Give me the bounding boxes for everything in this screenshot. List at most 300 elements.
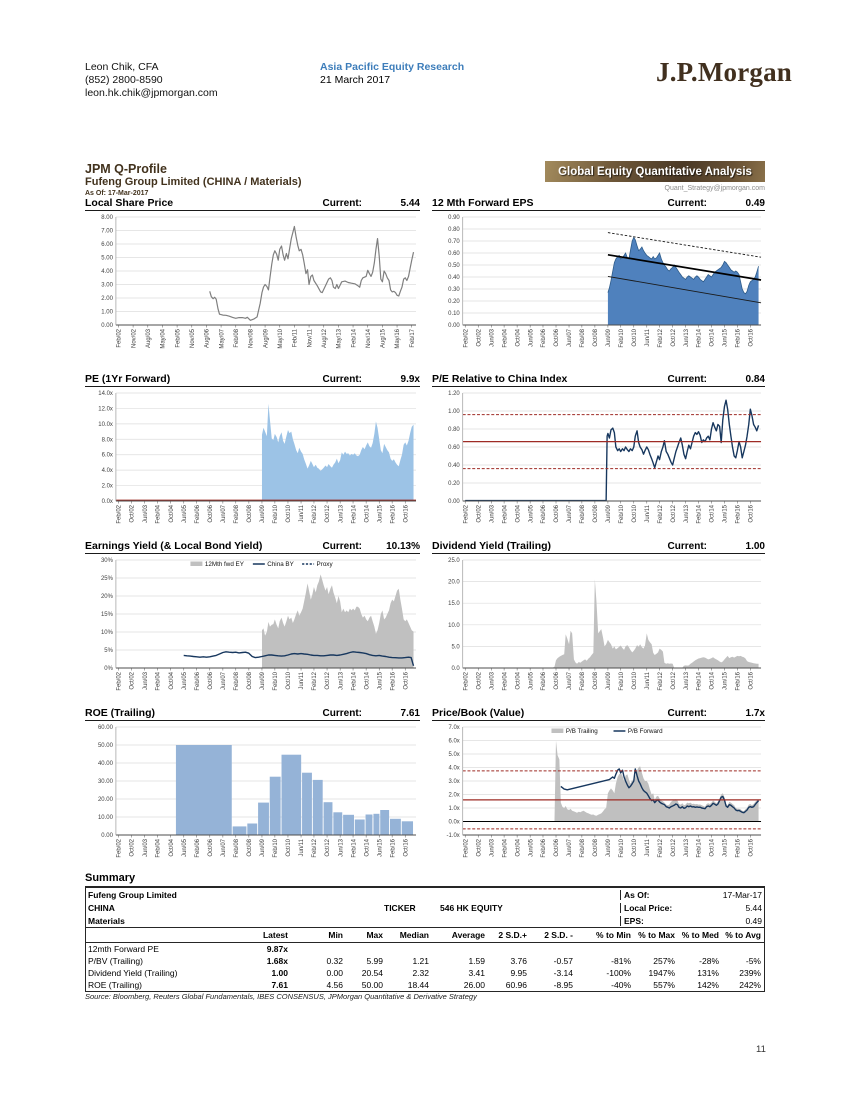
- svg-text:Jun/11: Jun/11: [644, 839, 651, 857]
- svg-text:Aug/09: Aug/09: [263, 329, 270, 348]
- svg-text:Feb/12: Feb/12: [312, 672, 319, 691]
- svg-text:Jun/05: Jun/05: [181, 672, 188, 690]
- current-label: Current:: [667, 708, 707, 719]
- svg-text:Feb/04: Feb/04: [155, 672, 162, 691]
- stats-value: -3.14: [553, 968, 573, 978]
- svg-text:Jun/03: Jun/03: [142, 839, 149, 857]
- svg-text:8.00: 8.00: [101, 214, 113, 222]
- svg-text:Feb/06: Feb/06: [541, 672, 548, 691]
- stats-column-header: 2 S.D. -: [544, 930, 573, 940]
- svg-text:Feb/16: Feb/16: [735, 672, 742, 691]
- svg-text:5.0x: 5.0x: [448, 751, 460, 759]
- svg-text:May/07: May/07: [219, 329, 226, 349]
- svg-text:Jun/13: Jun/13: [338, 505, 345, 523]
- summary-info-row: [86, 901, 764, 914]
- svg-text:12.0x: 12.0x: [98, 406, 113, 413]
- svg-text:Nov/05: Nov/05: [189, 329, 196, 348]
- svg-text:5.0: 5.0: [451, 644, 460, 651]
- stats-column-header: % to Med: [681, 930, 719, 940]
- svg-text:Nov/14: Nov/14: [365, 329, 372, 348]
- svg-text:Jun/09: Jun/09: [606, 505, 613, 524]
- stats-value: 0.00: [326, 968, 343, 978]
- svg-text:0.0: 0.0: [451, 665, 460, 673]
- stats-column-header: % to Max: [638, 930, 675, 940]
- svg-text:Feb/10: Feb/10: [618, 329, 625, 348]
- summary-eps-value: 0.49: [745, 915, 762, 926]
- svg-text:Oct/16: Oct/16: [748, 329, 755, 347]
- svg-text:Oct/06: Oct/06: [207, 672, 214, 690]
- svg-text:Feb/16: Feb/16: [390, 505, 397, 524]
- svg-text:Jun/05: Jun/05: [181, 839, 188, 857]
- chart-title: Dividend Yield (Trailing): [432, 540, 552, 552]
- svg-text:Oct/06: Oct/06: [207, 839, 214, 857]
- stats-value: 257%: [653, 956, 675, 966]
- svg-text:Jun/03: Jun/03: [142, 672, 149, 690]
- chart-canvas: [85, 721, 420, 873]
- svg-text:Feb/06: Feb/06: [194, 839, 201, 858]
- earnings-yield-plot: [85, 554, 420, 706]
- svg-text:Feb/16: Feb/16: [390, 672, 397, 691]
- svg-text:Oct/08: Oct/08: [593, 505, 600, 523]
- svg-text:Oct/02: Oct/02: [476, 505, 483, 523]
- svg-text:Feb/04: Feb/04: [155, 839, 162, 858]
- svg-text:Feb/10: Feb/10: [273, 672, 280, 691]
- svg-text:1.00: 1.00: [448, 408, 460, 416]
- analyst-phone: (852) 2800-8590: [85, 74, 163, 86]
- svg-text:Nov/08: Nov/08: [248, 329, 255, 348]
- svg-text:Jun/09: Jun/09: [260, 505, 267, 523]
- svg-text:20.0: 20.0: [448, 579, 460, 586]
- stats-value: -100%: [606, 968, 631, 978]
- stats-value: 9.87x: [266, 944, 288, 954]
- svg-text:Jun/03: Jun/03: [489, 505, 496, 524]
- svg-text:0.20: 0.20: [448, 298, 460, 306]
- svg-text:0.60: 0.60: [448, 250, 460, 258]
- svg-text:10%: 10%: [100, 629, 113, 637]
- quant-banner: Global Equity Quantitative Analysis: [545, 161, 765, 182]
- chart-title: Earnings Yield (& Local Bond Yield): [85, 540, 263, 552]
- svg-text:Feb/02: Feb/02: [116, 505, 123, 524]
- svg-text:Jun/15: Jun/15: [377, 505, 384, 523]
- stats-value: -5%: [745, 956, 761, 966]
- svg-text:Feb/08: Feb/08: [580, 505, 587, 524]
- research-division: Asia Pacific Equity Research: [320, 61, 465, 73]
- svg-text:0.40: 0.40: [448, 462, 460, 470]
- price-book-plot: [432, 721, 765, 873]
- svg-text:Oct/02: Oct/02: [129, 505, 136, 523]
- chart-title: P/E Relative to China Index: [432, 373, 568, 385]
- stats-column-header: Min: [328, 930, 343, 940]
- svg-text:Jun/05: Jun/05: [528, 329, 535, 348]
- svg-text:0.80: 0.80: [448, 226, 460, 234]
- stats-value: -0.57: [553, 956, 573, 966]
- current-label: Current:: [322, 198, 362, 209]
- svg-text:2.00: 2.00: [101, 295, 113, 303]
- svg-text:5%: 5%: [104, 647, 113, 655]
- stats-value: 1.00: [271, 968, 288, 978]
- svg-text:0.00: 0.00: [101, 832, 113, 840]
- svg-text:Feb/06: Feb/06: [541, 505, 548, 524]
- svg-text:Feb/12: Feb/12: [312, 505, 319, 524]
- svg-text:40.00: 40.00: [97, 760, 113, 768]
- svg-text:Jun/07: Jun/07: [567, 672, 574, 691]
- stats-value: 5.99: [366, 956, 383, 966]
- svg-text:Feb/06: Feb/06: [541, 839, 548, 858]
- svg-text:Jun/15: Jun/15: [722, 672, 729, 691]
- dividend-yield-plot: [432, 554, 765, 706]
- chart-title: Price/Book (Value): [432, 707, 525, 719]
- stats-column-header: Max: [366, 930, 383, 940]
- svg-text:Feb/10: Feb/10: [618, 839, 625, 858]
- svg-text:6.0x: 6.0x: [448, 738, 460, 745]
- stats-value: 1947%: [648, 968, 675, 978]
- svg-text:Jun/15: Jun/15: [722, 505, 729, 524]
- svg-text:Oct/10: Oct/10: [631, 505, 638, 523]
- svg-text:Oct/04: Oct/04: [515, 329, 522, 347]
- svg-text:Oct/10: Oct/10: [286, 672, 293, 690]
- svg-text:Oct/06: Oct/06: [207, 505, 214, 523]
- chart-dividend-yield: [432, 540, 765, 706]
- svg-text:Oct/16: Oct/16: [748, 672, 755, 690]
- svg-text:Feb/17: Feb/17: [409, 329, 416, 348]
- svg-text:15%: 15%: [100, 611, 113, 619]
- stats-value: -8.95: [553, 980, 573, 990]
- jpmorgan-logo: J.P.Morgan: [656, 57, 792, 87]
- stats-column-header: % to Min: [596, 930, 631, 940]
- current-value: 10.13%: [386, 541, 420, 552]
- stats-value: 20.54: [361, 968, 383, 978]
- svg-text:12Mth fwd EY: 12Mth fwd EY: [204, 561, 244, 569]
- svg-text:Feb/04: Feb/04: [502, 672, 509, 691]
- svg-text:Feb/02: Feb/02: [116, 839, 123, 858]
- current-value: 9.9x: [400, 374, 420, 385]
- svg-text:Feb/10: Feb/10: [618, 505, 625, 524]
- stats-value: 4.56: [326, 980, 343, 990]
- svg-text:Feb/16: Feb/16: [735, 329, 742, 348]
- chart-title: ROE (Trailing): [85, 707, 156, 719]
- svg-text:4.0x: 4.0x: [101, 468, 113, 475]
- summary-ticker-label: TICKER: [384, 902, 416, 913]
- svg-text:Feb/02: Feb/02: [463, 839, 470, 858]
- svg-text:Aug/15: Aug/15: [380, 329, 387, 348]
- svg-text:Oct/08: Oct/08: [593, 672, 600, 690]
- svg-text:Oct/14: Oct/14: [709, 329, 716, 347]
- current-label: Current:: [667, 198, 707, 209]
- chart-title: PE (1Yr Forward): [85, 373, 171, 385]
- stats-value: 7.61: [271, 980, 288, 990]
- svg-text:Oct/06: Oct/06: [554, 839, 561, 857]
- chart-canvas: [85, 211, 420, 363]
- analyst-block: [85, 61, 218, 100]
- svg-text:Oct/12: Oct/12: [670, 672, 677, 690]
- svg-text:Oct/16: Oct/16: [748, 839, 755, 857]
- chart-pe-forward: [85, 373, 420, 539]
- svg-text:6.00: 6.00: [101, 241, 113, 249]
- stats-value: 9.95: [510, 968, 527, 978]
- stats-value: 3.41: [468, 968, 485, 978]
- chart-roe-trailing: [85, 707, 420, 873]
- svg-text:Oct/10: Oct/10: [631, 329, 638, 347]
- svg-text:Oct/16: Oct/16: [403, 839, 410, 857]
- svg-text:8.0x: 8.0x: [101, 437, 113, 444]
- current-value: 5.44: [400, 198, 420, 209]
- svg-text:P/B Forward: P/B Forward: [627, 728, 663, 736]
- svg-text:Jun/11: Jun/11: [299, 672, 306, 690]
- stats-row-label: Dividend Yield (Trailing): [88, 968, 178, 978]
- chart-pe-relative: [432, 373, 765, 539]
- svg-text:May/10: May/10: [277, 329, 284, 349]
- svg-text:1.20: 1.20: [448, 390, 460, 398]
- stats-value: 18.44: [407, 980, 429, 990]
- svg-text:0.90: 0.90: [448, 214, 460, 222]
- svg-text:Aug/03: Aug/03: [145, 329, 152, 348]
- summary-table: [85, 886, 765, 992]
- svg-text:Feb/14: Feb/14: [351, 839, 358, 858]
- svg-text:Oct/16: Oct/16: [403, 672, 410, 690]
- svg-text:25%: 25%: [100, 575, 113, 583]
- research-division-block: [320, 61, 464, 87]
- svg-text:Jun/07: Jun/07: [221, 505, 228, 523]
- svg-text:30.00: 30.00: [97, 778, 113, 786]
- chart-earnings-yield: [85, 540, 420, 706]
- svg-text:Oct/08: Oct/08: [247, 672, 254, 690]
- svg-text:Feb/12: Feb/12: [657, 505, 664, 524]
- svg-text:Feb/12: Feb/12: [657, 839, 664, 858]
- svg-text:May/04: May/04: [160, 329, 167, 349]
- svg-text:Feb/16: Feb/16: [735, 839, 742, 858]
- svg-text:Feb/14: Feb/14: [696, 839, 703, 858]
- svg-text:0.50: 0.50: [448, 262, 460, 270]
- svg-text:Feb/08: Feb/08: [233, 505, 240, 524]
- svg-text:Feb/14: Feb/14: [351, 672, 358, 691]
- stats-value: 60.96: [505, 980, 527, 990]
- current-label: Current:: [322, 708, 362, 719]
- svg-text:0.60: 0.60: [448, 444, 460, 452]
- svg-text:Nov/11: Nov/11: [307, 329, 314, 348]
- svg-text:China BY: China BY: [267, 561, 294, 569]
- svg-text:Oct/04: Oct/04: [515, 505, 522, 523]
- svg-text:Oct/02: Oct/02: [129, 839, 136, 857]
- svg-text:Oct/12: Oct/12: [325, 672, 332, 690]
- svg-text:Feb/02: Feb/02: [463, 672, 470, 691]
- current-label: Current:: [322, 374, 362, 385]
- current-value: 0.49: [745, 198, 765, 209]
- stats-value: 1.21: [412, 956, 429, 966]
- svg-text:Feb/12: Feb/12: [312, 839, 319, 858]
- svg-text:Feb/02: Feb/02: [463, 505, 470, 524]
- chart-canvas: [85, 554, 420, 706]
- svg-text:Jun/03: Jun/03: [489, 329, 496, 348]
- svg-text:Oct/14: Oct/14: [364, 505, 371, 523]
- svg-text:Jun/13: Jun/13: [683, 672, 690, 691]
- summary-info-row: [86, 914, 764, 928]
- stats-value: 0.32: [326, 956, 343, 966]
- svg-text:6.0x: 6.0x: [101, 452, 113, 459]
- chart-title: 12 Mth Forward EPS: [432, 197, 534, 209]
- svg-text:Feb/08: Feb/08: [233, 329, 240, 348]
- svg-text:Feb/14: Feb/14: [696, 329, 703, 348]
- summary-price-label: Local Price:: [620, 903, 700, 913]
- chart-title: Local Share Price: [85, 197, 174, 209]
- forward-eps-plot: [432, 211, 765, 363]
- svg-text:Jun/03: Jun/03: [142, 505, 149, 523]
- svg-text:2.0x: 2.0x: [448, 792, 460, 799]
- svg-text:Jun/11: Jun/11: [299, 505, 306, 523]
- summary-ticker: 546 HK EQUITY: [440, 902, 503, 913]
- svg-text:Oct/08: Oct/08: [593, 329, 600, 347]
- stats-value: 142%: [697, 980, 719, 990]
- quant-email: Quant_Strategy@jpmorgan.com: [664, 185, 765, 192]
- svg-text:Jun/13: Jun/13: [683, 839, 690, 858]
- svg-text:Oct/02: Oct/02: [476, 672, 483, 690]
- svg-text:Jun/09: Jun/09: [606, 672, 613, 691]
- svg-text:Oct/14: Oct/14: [709, 839, 716, 857]
- stats-value: 50.00: [361, 980, 383, 990]
- svg-text:Oct/12: Oct/12: [325, 505, 332, 523]
- chart-canvas: [432, 721, 765, 873]
- svg-text:Feb/10: Feb/10: [273, 505, 280, 524]
- svg-text:Proxy: Proxy: [316, 561, 333, 569]
- summary-asof-value: 17-Mar-17: [722, 889, 762, 900]
- summary-heading: Summary: [85, 872, 136, 884]
- svg-text:Oct/04: Oct/04: [515, 672, 522, 690]
- svg-text:Oct/16: Oct/16: [748, 505, 755, 523]
- svg-text:P/B Trailing: P/B Trailing: [565, 728, 598, 736]
- svg-text:Feb/04: Feb/04: [502, 505, 509, 524]
- svg-text:Jun/11: Jun/11: [644, 672, 651, 690]
- svg-text:3.0x: 3.0x: [448, 778, 460, 786]
- svg-text:Feb/11: Feb/11: [292, 329, 299, 348]
- svg-text:0.00: 0.00: [101, 322, 113, 330]
- roe-trailing-plot: [85, 721, 420, 873]
- svg-text:Jun/13: Jun/13: [683, 505, 690, 524]
- stats-value: -40%: [611, 980, 631, 990]
- svg-text:Oct/02: Oct/02: [476, 329, 483, 347]
- svg-text:Feb/04: Feb/04: [502, 329, 509, 348]
- svg-text:Oct/16: Oct/16: [403, 505, 410, 523]
- svg-text:0.20: 0.20: [448, 480, 460, 488]
- title-block: [85, 162, 302, 198]
- svg-text:Jun/05: Jun/05: [528, 505, 535, 524]
- svg-text:Jun/13: Jun/13: [683, 329, 690, 348]
- svg-text:Feb/05: Feb/05: [175, 329, 182, 348]
- svg-text:50.00: 50.00: [97, 742, 113, 750]
- svg-text:Oct/14: Oct/14: [364, 672, 371, 690]
- stats-value: 26.00: [463, 980, 485, 990]
- svg-text:Feb/06: Feb/06: [541, 329, 548, 348]
- svg-text:Oct/04: Oct/04: [168, 505, 175, 523]
- svg-text:Jun/15: Jun/15: [377, 839, 384, 857]
- chart-forward-eps: [432, 197, 765, 363]
- svg-text:-1.0x: -1.0x: [446, 832, 460, 840]
- svg-text:Jun/07: Jun/07: [567, 505, 574, 524]
- stats-row: [86, 979, 764, 991]
- svg-text:Aug/12: Aug/12: [321, 329, 328, 348]
- current-label: Current:: [322, 541, 362, 552]
- svg-text:0.0x: 0.0x: [448, 819, 460, 826]
- svg-text:Aug/06: Aug/06: [204, 329, 211, 348]
- svg-text:0.70: 0.70: [448, 238, 460, 246]
- svg-text:Oct/04: Oct/04: [168, 839, 175, 857]
- local-share-price-plot: [85, 211, 420, 363]
- summary-asof-label: As Of:: [620, 890, 700, 900]
- stats-column-header: Latest: [262, 930, 288, 940]
- svg-text:Oct/06: Oct/06: [554, 672, 561, 690]
- svg-text:Oct/12: Oct/12: [670, 505, 677, 523]
- svg-text:Oct/10: Oct/10: [631, 839, 638, 857]
- stats-value: 131%: [697, 968, 719, 978]
- svg-text:Oct/08: Oct/08: [593, 839, 600, 857]
- chart-price-book: [432, 707, 765, 873]
- svg-text:Oct/04: Oct/04: [515, 839, 522, 857]
- summary-stats-body: [86, 943, 764, 991]
- svg-text:Oct/14: Oct/14: [709, 505, 716, 523]
- svg-text:Oct/04: Oct/04: [168, 672, 175, 690]
- stats-value: 1.68x: [266, 956, 288, 966]
- svg-text:Jun/07: Jun/07: [221, 672, 228, 690]
- svg-text:May/16: May/16: [395, 329, 402, 349]
- svg-text:0.0x: 0.0x: [101, 498, 113, 506]
- summary-country: CHINA: [88, 902, 115, 913]
- chart-local-share-price: [85, 197, 420, 363]
- svg-text:Oct/12: Oct/12: [670, 329, 677, 347]
- svg-text:14.0x: 14.0x: [98, 390, 113, 398]
- svg-text:Feb/14: Feb/14: [696, 672, 703, 691]
- svg-text:Feb/12: Feb/12: [657, 329, 664, 348]
- svg-text:Oct/10: Oct/10: [631, 672, 638, 690]
- stats-row-label: 12mth Forward PE: [88, 944, 159, 954]
- svg-text:Jun/13: Jun/13: [338, 839, 345, 857]
- svg-text:Jun/11: Jun/11: [644, 329, 651, 347]
- svg-text:25.0: 25.0: [448, 557, 460, 565]
- svg-text:0.00: 0.00: [448, 498, 460, 506]
- svg-text:Jun/09: Jun/09: [260, 672, 267, 690]
- current-label: Current:: [667, 541, 707, 552]
- stats-value: 557%: [653, 980, 675, 990]
- svg-text:Feb/16: Feb/16: [390, 839, 397, 858]
- svg-text:0.00: 0.00: [448, 322, 460, 330]
- svg-text:Jun/11: Jun/11: [299, 839, 306, 857]
- svg-text:Feb/10: Feb/10: [273, 839, 280, 858]
- svg-text:20%: 20%: [100, 593, 113, 601]
- summary-stats-header: [86, 928, 764, 943]
- summary-price-value: 5.44: [745, 902, 762, 913]
- svg-text:3.00: 3.00: [101, 282, 113, 289]
- stats-row-label: P/BV (Trailing): [88, 956, 143, 966]
- stats-column-header: Median: [399, 930, 429, 940]
- current-value: 0.84: [745, 374, 765, 385]
- svg-text:Feb/04: Feb/04: [155, 505, 162, 524]
- svg-text:Jun/09: Jun/09: [606, 839, 613, 858]
- svg-text:Feb/06: Feb/06: [194, 505, 201, 524]
- svg-text:20.00: 20.00: [97, 796, 113, 804]
- chart-canvas: [85, 387, 420, 539]
- svg-text:0.40: 0.40: [448, 274, 460, 282]
- svg-text:Jun/15: Jun/15: [722, 839, 729, 858]
- summary-eps-label: EPS:: [620, 916, 700, 926]
- svg-text:Jun/09: Jun/09: [260, 839, 267, 857]
- stats-column-header: % to Avg: [725, 930, 761, 940]
- report-date: 21 March 2017: [320, 74, 391, 86]
- svg-text:15.0: 15.0: [448, 601, 460, 608]
- current-value: 7.61: [400, 708, 420, 719]
- svg-text:Feb/08: Feb/08: [580, 672, 587, 691]
- svg-text:Feb/04: Feb/04: [502, 839, 509, 858]
- svg-text:Jun/15: Jun/15: [722, 329, 729, 348]
- pe-relative-plot: [432, 387, 765, 539]
- svg-text:1.00: 1.00: [101, 309, 113, 316]
- svg-text:Jun/13: Jun/13: [338, 672, 345, 690]
